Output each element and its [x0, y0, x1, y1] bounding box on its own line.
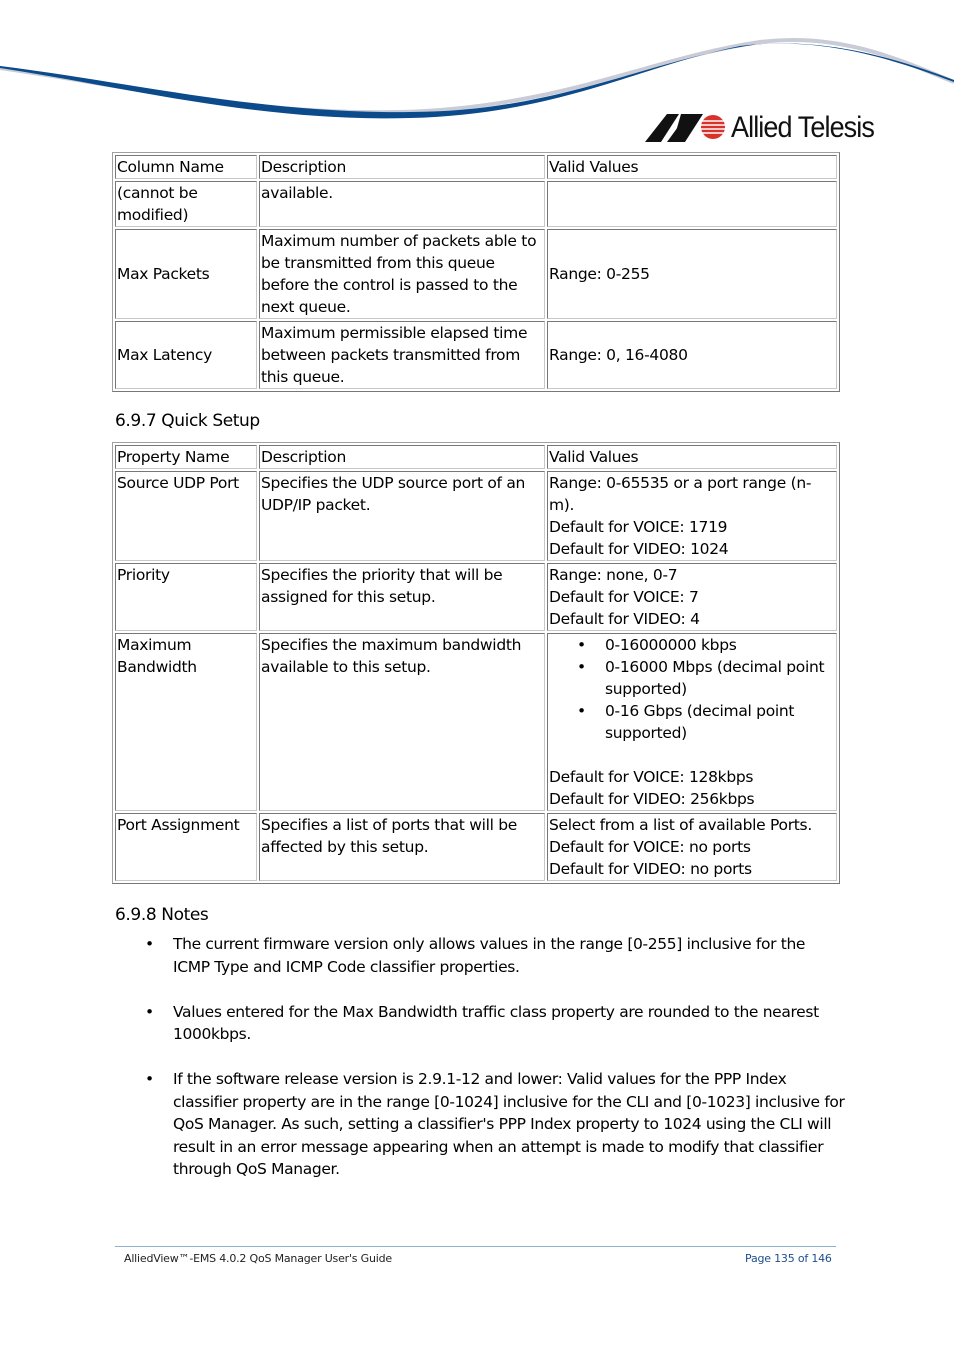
table-row [115, 181, 837, 227]
cell-values [547, 471, 837, 561]
allied-telesis-logo [645, 110, 905, 146]
note-text: Values entered for the Max Bandwidth traffic class property are rounded to the nearest 1000kbps. [173, 1002, 819, 1043]
footer-document-title: AlliedView™-EMS 4.0.2 QoS Manager User's Guide [124, 1252, 392, 1265]
logo-mark-icon [645, 114, 727, 142]
table-row [115, 563, 837, 631]
value-line: Range: none, 0-7 [549, 566, 678, 584]
value-line: Range: 0-65535 or a port range (n-m). [549, 474, 812, 514]
note-item [145, 1001, 845, 1046]
quick-setup-table [112, 442, 840, 884]
value-line: Default for VIDEO: no ports [549, 860, 752, 878]
cell-description: Specifies a list of ports that will be affected by this setup. [259, 813, 545, 881]
value-line: Default for VOICE: no ports [549, 838, 751, 856]
header-cell: Valid Values [547, 155, 837, 179]
table-header-row [115, 155, 837, 179]
bullet-icon: • [145, 1070, 154, 1088]
cell-name: Maximum Bandwidth [115, 633, 257, 811]
notes-list [145, 933, 845, 1203]
table-row [115, 813, 837, 881]
cell-description: Maximum number of packets able to be transmitted from this queue before the control is passed to the next queue. [259, 229, 545, 319]
cell-name: Max Latency [115, 321, 257, 389]
table-row [115, 321, 837, 389]
header-cell: Valid Values [547, 445, 837, 469]
table-header-row [115, 445, 837, 469]
section-heading-quick-setup: 6.9.7 Quick Setup [115, 411, 260, 431]
footer-divider [115, 1246, 836, 1247]
table-row [115, 471, 837, 561]
cell-description: Specifies the maximum bandwidth available to this setup. [259, 633, 545, 811]
bandwidth-unit-list [549, 634, 835, 744]
value-line: Default for VOICE: 1719 [549, 518, 728, 536]
value-line: Default for VOICE: 128kbps [549, 768, 754, 786]
value-line: Default for VIDEO: 256kbps [549, 790, 755, 808]
bullet-icon: • [145, 935, 154, 953]
header-cell: Column Name [115, 155, 257, 179]
list-item: • 0-16 Gbps (decimal point supported) [605, 700, 835, 744]
value-line: Select from a list of available Ports. [549, 816, 812, 834]
cell-name: Priority [115, 563, 257, 631]
note-item [145, 933, 845, 978]
value-line: Default for VIDEO: 1024 [549, 540, 729, 558]
cell-values [547, 563, 837, 631]
cell-values [547, 181, 837, 227]
footer-page-number: Page 135 of 146 [745, 1252, 832, 1265]
list-item: • 0-16000000 kbps [605, 634, 835, 656]
cell-values [547, 813, 837, 881]
brand-name: Allied Telesis [731, 111, 874, 144]
cell-name: Source UDP Port [115, 471, 257, 561]
note-item [145, 1068, 845, 1181]
cell-values: Range: 0, 16-4080 [547, 321, 837, 389]
cell-values [547, 633, 837, 811]
value-line: Default for VOICE: 7 [549, 588, 699, 606]
cell-description: Specifies the UDP source port of an UDP/IP packet. [259, 471, 545, 561]
cell-description: available. [259, 181, 545, 227]
section-heading-notes: 6.9.8 Notes [115, 905, 209, 925]
cell-name: Port Assignment [115, 813, 257, 881]
cell-description: Specifies the priority that will be assigned for this setup. [259, 563, 545, 631]
bullet-icon: • [145, 1002, 154, 1021]
note-text: The current firmware version only allows values in the range [0-255] inclusive for the ICMP Type and ICMP Code classifier properties. [173, 935, 806, 976]
table-row [115, 229, 837, 319]
note-text: If the software release version is 2.9.1-12 and lower: Valid values for the PPP Index classifier property are in the range [0-1024] inclusive for the CLI and [0-1023] inclusive for QoS Manager. As such, setting a classifier's PPP Index property to 1024 using the CLI will result in an error message appearing when an attempt is made to modify that classifier through QoS Manager. [173, 1070, 845, 1178]
list-item: • 0-16000 Mbps (decimal point supported) [605, 656, 835, 700]
value-line: Default for VIDEO: 4 [549, 610, 700, 628]
header-cell: Description [259, 445, 545, 469]
cell-values: Range: 0-255 [547, 229, 837, 319]
queue-properties-table [112, 152, 840, 392]
table-row [115, 633, 837, 811]
header-cell: Property Name [115, 445, 257, 469]
cell-name: (cannot be modified) [115, 181, 257, 227]
cell-name: Max Packets [115, 229, 257, 319]
header-cell: Description [259, 155, 545, 179]
cell-description: Maximum permissible elapsed time between packets transmitted from this queue. [259, 321, 545, 389]
